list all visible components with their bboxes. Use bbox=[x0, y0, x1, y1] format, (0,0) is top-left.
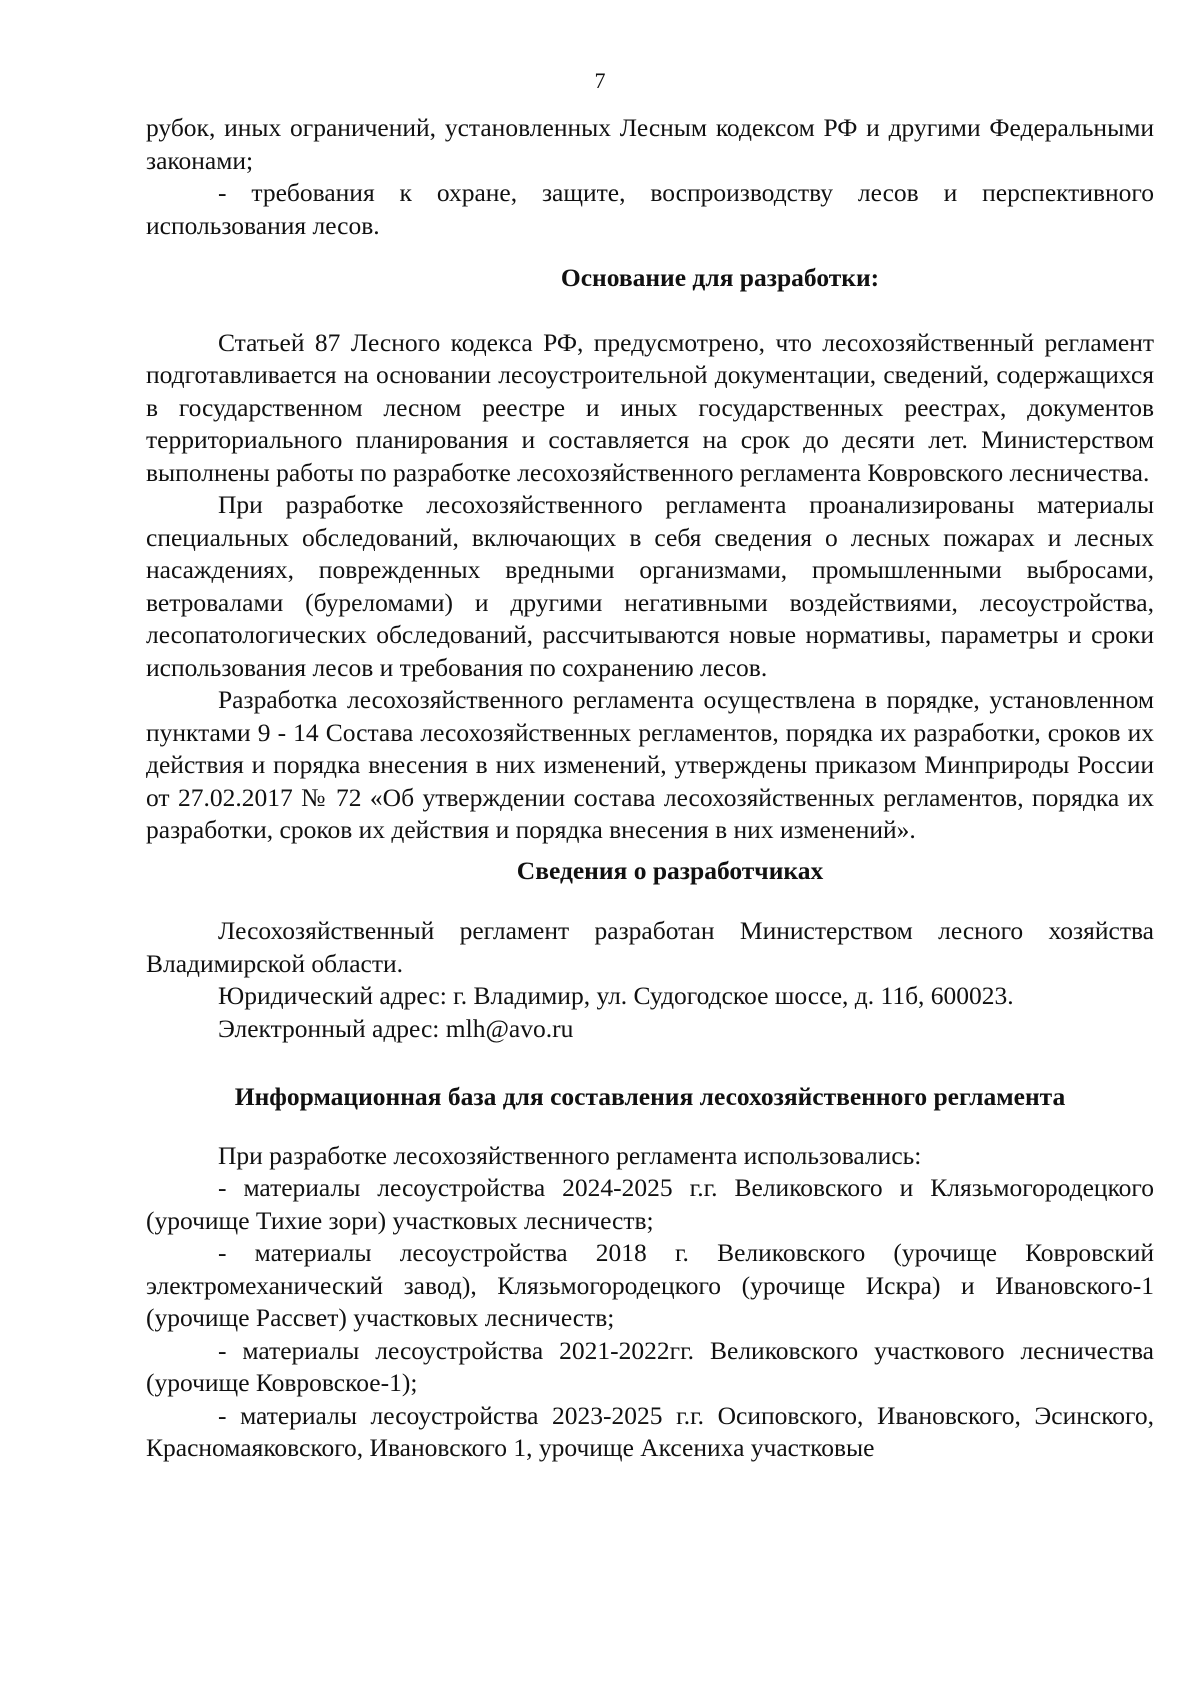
list-item-materials-2: - материалы лесоустройства 2018 г. Великовского (урочище Ковровский электромеханический завод), Клязьмогородецкого (урочище Искра) и Ивановского-1 (урочище Рассвет) участковых лесничеств; bbox=[146, 1238, 1154, 1332]
list-item-materials-1: - материалы лесоустройства 2024-2025 г.г. Великовского и Клязьмогородецкого (урочище Тихие зори) участковых лесничеств; bbox=[146, 1173, 1154, 1235]
page-number: 7 bbox=[594, 68, 606, 93]
heading-developers: Сведения о разработчиках bbox=[516, 855, 824, 885]
paragraph-info-intro: При разработке лесохозяйственного регламента использовались: bbox=[218, 1140, 922, 1170]
legal-address: Юридический адрес: г. Владимир, ул. Судогодское шоссе, д. 11б, 600023. bbox=[218, 981, 1014, 1010]
paragraph-basis-2: При разработке лесохозяйственного регламента проанализированы материалы специальных обследований, включающих в себя сведения о лесных пожарах и лесных насаждениях, поврежденных вредными организмами, промышленными выбросами, ветровалами (буреломами) и другими негативными воздействиями, лесоустройства, лесопатологических обследований, рассчитываются новые нормативы, параметры и сроки использования лесов и требования по сохранению лесов. bbox=[146, 490, 1154, 682]
email-address: Электронный адрес: mlh@avo.ru bbox=[218, 1013, 574, 1043]
list-item-materials-3: - материалы лесоустройства 2021-2022гг. Великовского участкового лесничества (урочище Ковровское-1); bbox=[146, 1335, 1154, 1397]
paragraph-continuation: рубок, иных ограничений, установленных Лесным кодексом РФ и другими Федеральными законами; bbox=[146, 113, 1154, 175]
heading-info-base: Информационная база для составления лесохозяйственного регламента bbox=[234, 1082, 1066, 1111]
heading-basis: Основание для разработки: bbox=[560, 263, 880, 292]
paragraph-developer: Лесохозяйственный регламент разработан Министерством лесного хозяйства Владимирской области. bbox=[146, 916, 1154, 978]
paragraph-basis-1: Статьей 87 Лесного кодекса РФ, предусмотрено, что лесохозяйственный регламент подготавливается на основании лесоустроительной документации, сведений, содержащихся в государственном лесном реестре и иных государственных реестрах, документов территориального планирования и составляется на срок до десяти лет. Министерством выполнены работы по разработке лесохозяйственного регламента Ковровского лесничества. bbox=[146, 327, 1154, 487]
paragraph-basis-3: Разработка лесохозяйственного регламента осуществлена в порядке, установленном пунктами 9 - 14 Состава лесохозяйственных регламентов, порядка их разработки, сроков их действия и порядка внесения в них изменений, утверждены приказом Минприроды России от 27.02.2017 № 72 «Об утверждении состава лесохозяйственных регламентов, порядка их разработки, сроков их действия и порядка внесения в них изменений». bbox=[146, 685, 1154, 844]
list-item-materials-4: - материалы лесоустройства 2023-2025 г.г. Осиповского, Ивановского, Эсинского, Красномаяковского, Ивановского 1, урочище Аксениха участковые bbox=[146, 1400, 1154, 1462]
document-body bbox=[146, 112, 1154, 1465]
list-item-requirements: - требования к охране, защите, воспроизводству лесов и перспективного использования лесов. bbox=[146, 178, 1154, 240]
